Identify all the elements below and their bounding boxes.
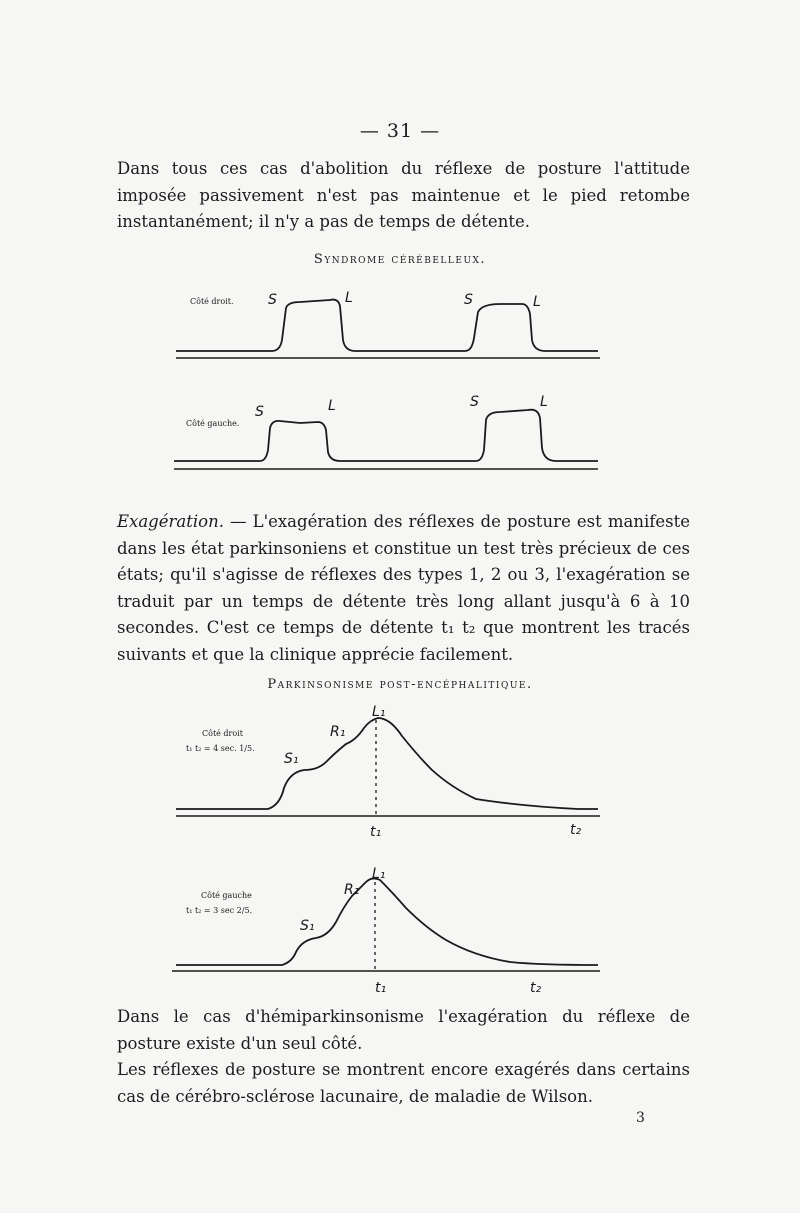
sheet-number: 3 [636,1110,645,1126]
mark-l: L [328,398,336,414]
mark-r1: R₁ [330,724,346,740]
figure-2-traces [0,700,800,1000]
mark-l: L [533,294,541,310]
mark-t1: t₁ [375,980,387,996]
mark-l1: L₁ [372,704,386,720]
mark-t2: t₂ [530,980,542,996]
figure-1-title: Syndrome cérébelleux. [313,252,487,267]
paragraph-wilson: Les réflexes de posture se montrent encore exagérés dans certains cas de cérébro-sclérose lacunaire, de maladie de Wilson. [117,1060,690,1106]
mark-l: L [345,290,353,306]
mark-r1: R₁ [344,882,360,898]
figure-2-title: Parkinsonisme post-encéphalitique. [267,677,533,692]
mark-t1: t₁ [370,824,382,840]
paragraph-hemiparkinsonisme: Dans le cas d'hémiparkinsonisme l'exagération du réflexe de posture existe d'un seul côté. [117,1007,690,1053]
mark-s1: S₁ [284,751,299,767]
mark-t2: t₂ [570,822,582,838]
mark-l: L [540,394,548,410]
time-right: t₁ t₂ = 4 sec. 1/5. [186,744,255,753]
label-cote-gauche: Côté gauche [201,891,252,900]
mark-s: S [268,292,277,308]
paragraph-text: — L'exagération des réflexes de posture est manifeste dans les état parkinsoniens et constitue un test très précieux de ces états; qu'il s'agisse de réflexes des types 1, 2 ou 3, l'exagération se traduit par un temps de détente très long allant jusqu'à 6 à 10 secondes. C'est ce temps de détente t₁ t₂ que montrent les tracés suivants et que la clinique apprécie facilement. [117,512,690,664]
paragraph-abolition: Dans tous ces cas d'abolition du réflexe de posture l'attitude imposée passivement n'est pas maintenue et le pied retombe instantanément; il n'y a pas de temps de détente. [117,159,690,231]
page-number: — 31 — [359,120,441,142]
paragraph-exageration [117,509,690,668]
label-cote-droit: Côté droit [202,729,243,738]
mark-s1: S₁ [300,918,315,934]
time-left: t₁ t₂ = 3 sec 2/5. [186,906,253,915]
figure-1-traces [0,280,800,500]
mark-s: S [470,394,479,410]
trace-cerebellar-left [174,410,598,461]
paragraph-lead: Exagération. [117,512,224,531]
mark-s: S [464,292,473,308]
label-cote-gauche: Côté gauche. [186,419,240,428]
mark-l1: L₁ [372,866,386,882]
mark-s: S [255,404,264,420]
label-cote-droit: Côté droit. [190,297,234,306]
